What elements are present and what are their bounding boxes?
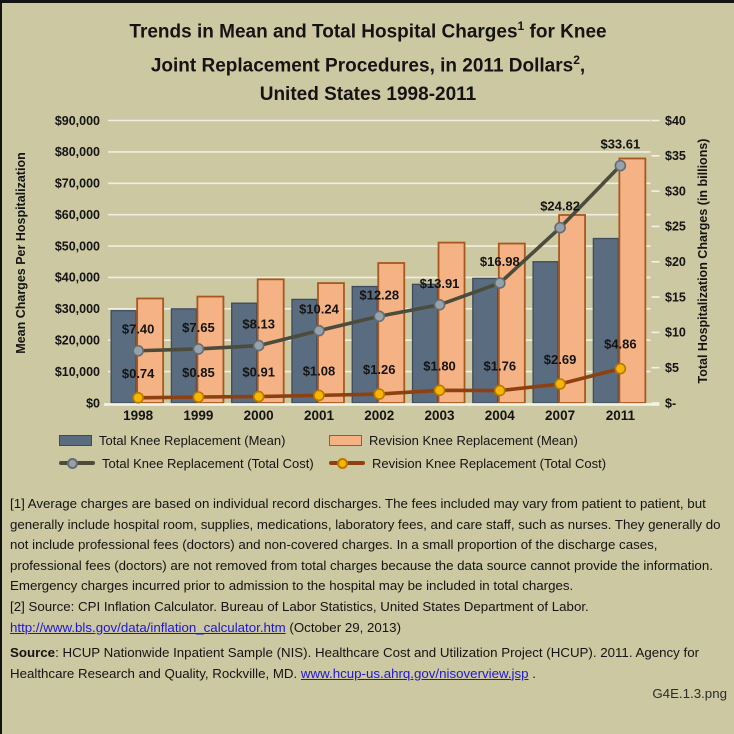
- right-axis-title: Total Hospitalization Charges (in billions): [696, 138, 710, 384]
- legend-line-swatch-revision-knee: [329, 461, 365, 465]
- marker-2007: [555, 223, 565, 233]
- left-axis-tick-label: $60,000: [54, 207, 100, 222]
- data-label: $16.98: [479, 254, 520, 270]
- data-label: $1.76: [483, 358, 517, 374]
- source-note: Source: HCUP Nationwide Inpatient Sample (NIS). Healthcare Cost and Utilization Project (HCUP). 2011. Agency for Healthcare Research and Quality, Rockville, MD. www.hcup-us.ahrq.gov/nisoverview.jsp .: [10, 645, 700, 681]
- combo-chart: [2, 103, 734, 433]
- marker-1999: [193, 392, 203, 402]
- x-axis-label-2002: 2002: [364, 408, 395, 423]
- legend-marker-icon: [337, 458, 348, 469]
- marker-2004: [495, 386, 505, 396]
- x-axis-label-2001: 2001: [303, 408, 334, 423]
- left-axis-tick-label: $70,000: [54, 176, 100, 191]
- chart-title-line2: Joint Replacement Procedures, in 2011 Dollars$^2$,: [150, 53, 586, 77]
- bar-revision-knee-2007: [559, 215, 585, 403]
- bar-total-knee-2002: [352, 287, 377, 403]
- chart-title-line1: Trends in Mean and Total Hospital Charges$^1$ for Knee: [129, 19, 607, 43]
- marker-2002: [374, 389, 384, 399]
- legend-bar-swatch-total-knee: [59, 435, 92, 446]
- bar-total-knee-2007: [533, 262, 558, 403]
- data-label: $4.86: [604, 336, 637, 352]
- marker-2002: [374, 311, 384, 321]
- left-axis-tick-label: $40,000: [54, 270, 100, 285]
- marker-1998: [133, 346, 143, 356]
- data-label: $1.26: [362, 362, 396, 378]
- data-label: $7.65: [182, 319, 215, 335]
- legend-item-revision-knee-totalcost: [329, 455, 606, 471]
- footnote-ref-2: 2: [573, 53, 580, 68]
- bls-inflation-link[interactable]: http://www.bls.gov/data/inflation_calculator.htm: [10, 619, 286, 635]
- left-axis-tick-label: $80,000: [54, 145, 100, 160]
- bar-revision-knee-2003: [439, 243, 465, 403]
- legend-label: Revision Knee Replacement (Mean): [369, 432, 578, 448]
- chart-title: [2, 12, 734, 109]
- data-label: $13.91: [419, 275, 460, 291]
- x-axis-label-1999: 1999: [183, 408, 214, 423]
- marker-2001: [314, 326, 324, 336]
- marker-2011: [615, 364, 625, 374]
- notes-block: [10, 494, 727, 705]
- data-label: $1.08: [302, 363, 336, 379]
- marker-2001: [314, 390, 324, 400]
- x-axis-label-2004: 2004: [484, 408, 515, 423]
- x-axis-label-2003: 2003: [424, 408, 455, 423]
- marker-2004: [495, 278, 505, 288]
- hcup-link[interactable]: www.hcup-us.ahrq.gov/nisoverview.jsp: [300, 665, 529, 681]
- right-axis-tick-label: $10: [665, 325, 686, 340]
- left-axis-tick-label: $90,000: [54, 113, 100, 128]
- bar-total-knee-2011: [593, 239, 618, 403]
- footnote-ref-1: 1: [517, 19, 525, 33]
- data-label: $12.28: [359, 287, 400, 303]
- marker-2003: [435, 385, 445, 395]
- x-axis-label-2000: 2000: [243, 408, 274, 423]
- marker-1999: [193, 344, 203, 354]
- right-axis-tick-label: $25: [665, 219, 686, 234]
- legend-label: Total Knee Replacement (Mean): [99, 432, 286, 448]
- marker-2007: [555, 379, 565, 389]
- marker-2000: [254, 341, 264, 351]
- right-axis-tick-label: $30: [665, 184, 686, 199]
- right-axis-tick-label: $15: [665, 290, 686, 305]
- x-axis-label-2011: 2011: [605, 408, 636, 423]
- data-label: $24.82: [540, 198, 580, 214]
- marker-2003: [435, 300, 445, 310]
- bar-total-knee-2004: [473, 278, 498, 403]
- legend-bar-swatch-revision-knee: [329, 435, 362, 446]
- left-axis-tick-label: $20,000: [54, 333, 100, 348]
- data-label: $33.61: [600, 136, 641, 152]
- marker-1998: [133, 393, 143, 403]
- data-label: $0.74: [121, 365, 155, 381]
- legend-marker-icon: [67, 458, 78, 469]
- footnote-1: [1] Average charges are based on individual record discharges. The fees included may vary from patient to patient, but generally include hospital room, supplies, medications, laboratory fees, and care staff, such as nurses. They generally do not include professional fees (doctors) and non-covered charges. In a small proportion of the discharge cases, professional fees (doctors) are not removed from total charges because the data source cannot provide the information. Emergency charges incurred prior to admission to the hospital may be included in total charges.: [10, 496, 721, 594]
- legend-line-swatch-total-knee: [59, 461, 95, 465]
- right-axis-tick-label: $5: [665, 360, 679, 375]
- x-axis-label-1998: 1998: [123, 408, 154, 423]
- marker-2011: [615, 161, 625, 171]
- right-axis-tick-label: $-: [665, 396, 677, 411]
- left-axis-tick-label: $10,000: [54, 364, 100, 379]
- data-label: $0.85: [182, 364, 215, 380]
- chart-title-line3: United States 1998-2011: [259, 83, 477, 105]
- data-label: $8.13: [242, 316, 275, 332]
- legend-item-total-knee-totalcost: [59, 455, 314, 471]
- file-label: G4E.1.3.png: [652, 686, 727, 702]
- data-label: $7.40: [121, 321, 155, 337]
- left-axis-title: Mean Charges Per Hospitalization: [14, 152, 28, 354]
- data-label: $0.91: [242, 364, 275, 380]
- right-axis-tick-label: $40: [665, 113, 686, 128]
- left-axis-tick-label: $30,000: [54, 302, 100, 317]
- left-axis-tick-label: $50,000: [54, 239, 100, 254]
- right-axis-tick-label: $35: [665, 149, 686, 164]
- legend-item-revision-knee-mean: [329, 432, 578, 448]
- right-axis-tick-label: $20: [665, 255, 686, 270]
- data-label: $1.80: [423, 358, 456, 374]
- marker-2000: [254, 392, 264, 402]
- x-axis-label-2007: 2007: [545, 408, 576, 423]
- data-label: $2.69: [543, 352, 577, 368]
- footnote-2: [2] Source: CPI Inflation Calculator. Bureau of Labor Statistics, United States Department of Labor. http://www.bls.gov/data/inflation_calculator.htm (October 29, 2013): [10, 598, 589, 635]
- data-label: $10.24: [299, 301, 339, 317]
- bar-total-knee-2003: [413, 284, 438, 403]
- left-axis-tick-label: $0: [86, 396, 100, 411]
- legend-item-total-knee-mean: [59, 432, 285, 448]
- bar-revision-knee-2002: [378, 263, 404, 403]
- legend-label: Total Knee Replacement (Total Cost): [102, 455, 314, 471]
- legend-label: Revision Knee Replacement (Total Cost): [372, 455, 607, 471]
